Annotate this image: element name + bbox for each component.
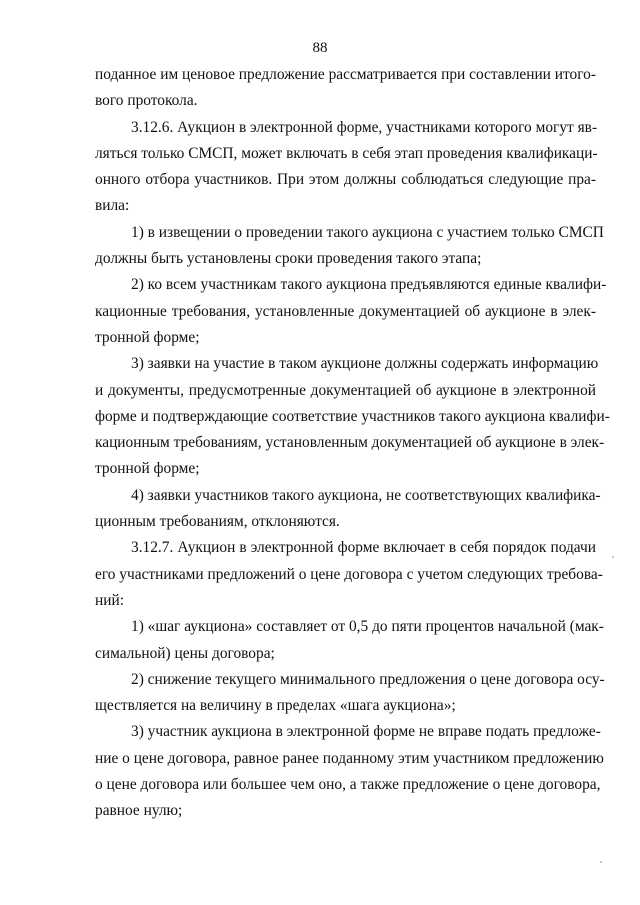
page-number: 88 (312, 40, 328, 56)
text-line: 4) заявки участников такого аукциона, не соответствующих квалифика- (131, 486, 601, 504)
text-line: форме и подтверждающие соответствие участников такого аукциона квалифи- (95, 407, 610, 425)
paragraph (95, 115, 596, 220)
text-line: 1) «шаг аукциона» составляет от 0,5 до пяти процентов начальной (мак- (131, 618, 604, 636)
paragraph (95, 351, 610, 482)
paragraph (95, 272, 607, 351)
text-line: симальной) цены договора; (95, 644, 275, 662)
document-body (95, 62, 610, 825)
text-line: 2) снижение текущего минимального предложения о цене договора осу- (131, 670, 605, 688)
paragraph (95, 667, 605, 720)
text-line: кационные требования, установленные документацией об аукционе в элек- (95, 302, 596, 320)
paragraph (95, 62, 596, 115)
text-line: тронной форме; (95, 328, 200, 346)
text-line: ляться только СМСП, может включать в себя этап проведения квалификаци- (95, 144, 598, 162)
text-line: тронной форме; (95, 460, 200, 478)
text-line: 3.12.6. Аукцион в электронной форме, участниками которого могут яв- (131, 118, 598, 136)
text-line: и документы, предусмотренные документацией об аукционе в электронной (95, 381, 596, 399)
text-line: поданное им ценовое предложение рассматривается при составлении итого- (95, 66, 596, 83)
text-line: равное нулю; (95, 802, 183, 820)
text-line: 3) участник аукциона в электронной форме не вправе подать предложе- (131, 723, 601, 741)
text-line: ний: (95, 591, 124, 609)
paragraph (95, 719, 604, 824)
text-line: вила: (95, 197, 130, 215)
paragraph (95, 535, 603, 614)
text-line: его участниками предложений о цене договора с учетом следующих требова- (95, 565, 603, 583)
text-line: вого протокола. (95, 92, 198, 110)
text-line: 2) ко всем участникам такого аукциона предъявляются единые квалифи- (131, 276, 607, 294)
paragraph (95, 614, 604, 667)
text-line: ционным требованиям, отклоняются. (95, 513, 340, 531)
text-line: онного отбора участников. При этом должны соблюдаться следующие пра- (95, 171, 596, 189)
paragraph (95, 483, 601, 536)
scan-speck (612, 556, 614, 558)
text-line: о цене договора или большее чем оно, а также предложение о цене договора, (95, 776, 601, 794)
text-line: ние о цене договора, равное ранее поданному этим участником предложению (95, 749, 604, 767)
text-line: кационным требованиям, установленным документацией об аукционе в элек- (95, 434, 605, 452)
text-line: 3) заявки на участие в таком аукционе должны содержать информацию (131, 355, 599, 373)
text-line: 1) в извещении о проведении такого аукциона с участием только СМСП (131, 223, 604, 241)
paragraph (95, 220, 604, 273)
text-line: 3.12.7. Аукцион в электронной форме включает в себя порядок подачи (131, 539, 596, 557)
scan-speck (600, 861, 602, 863)
text-line: ществляется на величину в пределах «шага аукциона»; (95, 697, 456, 715)
text-line: должны быть установлены сроки проведения такого этапа; (95, 250, 482, 268)
